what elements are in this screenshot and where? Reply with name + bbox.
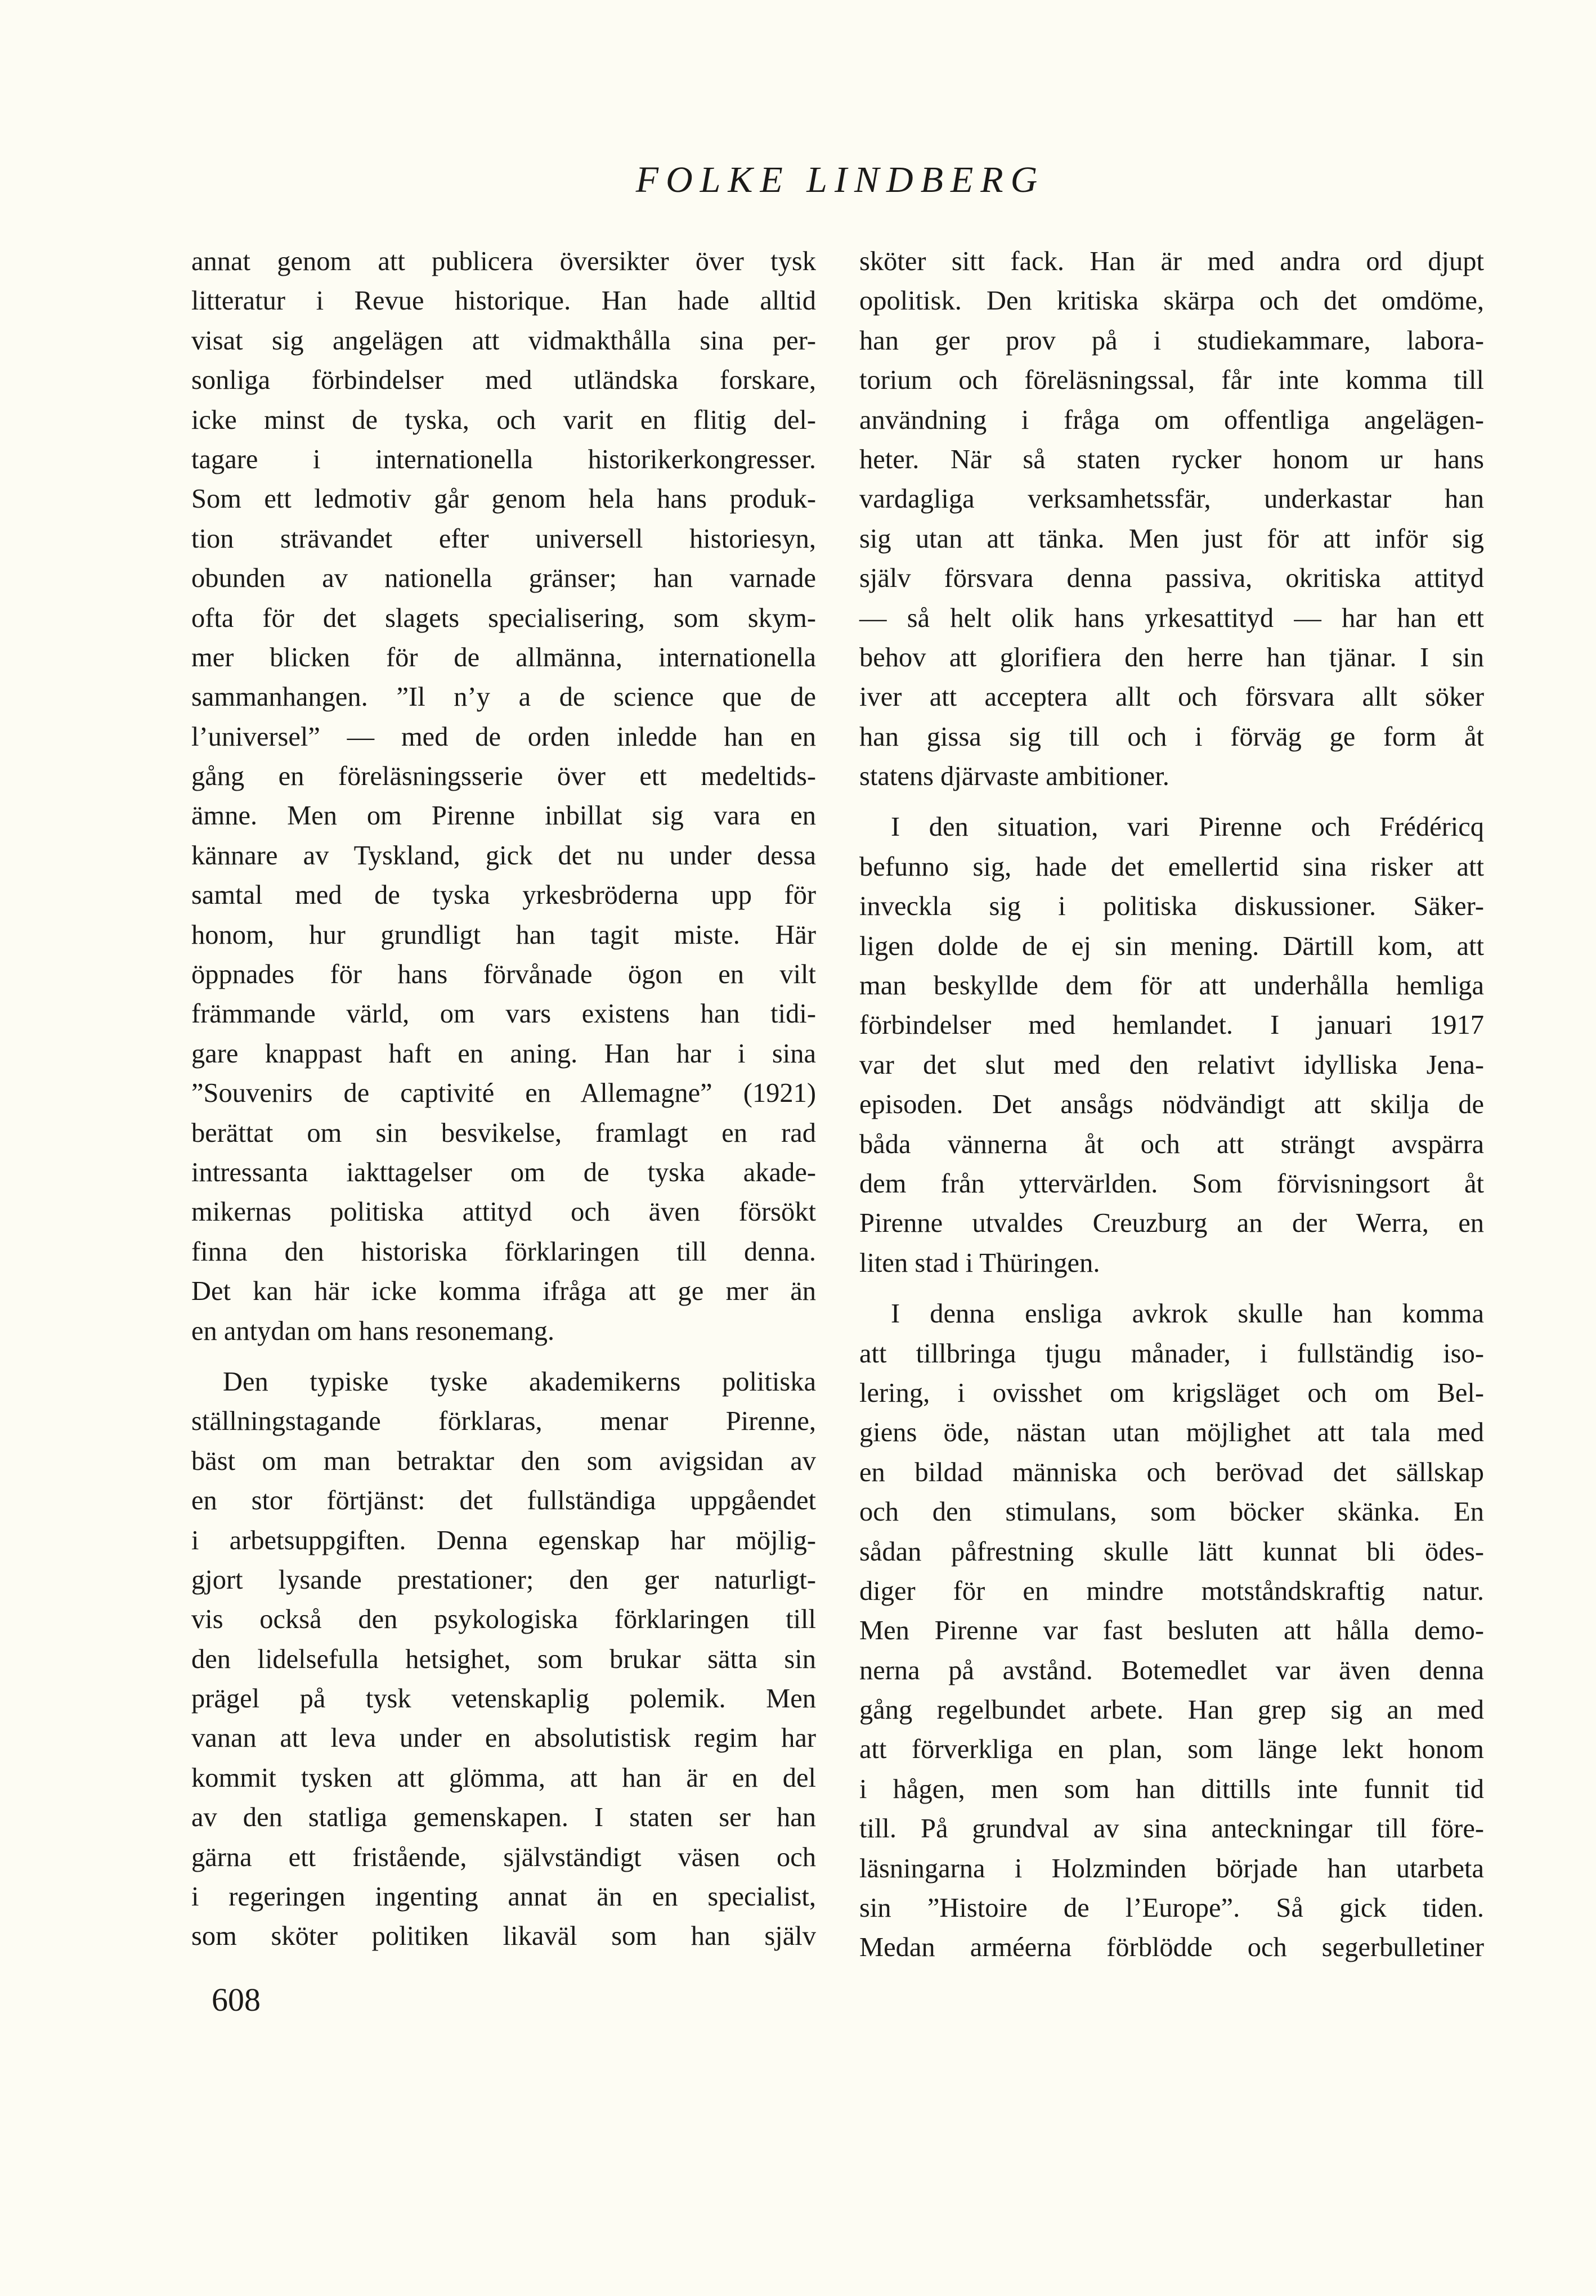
text-line: gång regelbundet arbete. Han grep sig an med	[859, 1695, 1484, 1725]
text-line: man beskyllde dem för att underhålla hemliga	[859, 971, 1484, 1001]
text-line: att förverkliga en plan, som länge lekt honom	[859, 1734, 1484, 1765]
text-line: giens öde, nästan utan möjlighet att tala med	[859, 1418, 1484, 1448]
paragraph	[859, 808, 1484, 1283]
text-line: statens djärvaste ambitioner.	[859, 761, 1169, 792]
text-line: prägel på tysk vetenskaplig polemik. Men	[191, 1684, 816, 1714]
text-line: i regeringen ingenting annat än en specialist,	[191, 1882, 816, 1912]
text-line: vardagliga verksamhetssfär, underkastar han	[859, 484, 1484, 514]
text-line: ofta för det slagets specialisering, som skym-	[191, 603, 816, 633]
text-line: inveckla sig i politiska diskussioner. Säker-	[859, 891, 1484, 922]
text-line: en bildad människa och berövad det sällskap	[859, 1457, 1484, 1487]
text-line: mikernas politiska attityd och även försökt	[191, 1197, 816, 1227]
text-line: diger för en mindre motståndskraftig natur.	[859, 1576, 1484, 1606]
text-line: av den statliga gemenskapen. I staten ser han	[191, 1802, 816, 1833]
text-line: båda vännerna åt och att strängt avspärra	[859, 1129, 1484, 1159]
text-line: i arbetsuppgiften. Denna egenskap har möjlig-	[191, 1525, 816, 1555]
text-line: berättat om sin besvikelse, framlagt en rad	[191, 1118, 816, 1148]
text-line: till. På grundval av sina anteckningar till före-	[859, 1814, 1484, 1844]
text-line: gjort lysande prestationer; den ger naturligt-	[191, 1564, 816, 1595]
text-line: intressanta iakttagelser om de tyska akade-	[191, 1157, 816, 1187]
text-line: episoden. Det ansågs nödvändigt att skilja de	[859, 1089, 1484, 1120]
text-line: I den situation, vari Pirenne och Frédéricq	[891, 812, 1484, 842]
text-column-left	[191, 242, 816, 1957]
text-line: torium och föreläsningssal, får inte komma till	[859, 365, 1484, 396]
paragraph	[191, 1362, 816, 1957]
text-line: en antydan om hans resonemang.	[191, 1316, 555, 1346]
text-line: en stor förtjänst: det fullständiga uppgåendet	[191, 1486, 816, 1516]
text-line: annat genom att publicera översikter över tysk	[191, 246, 816, 276]
text-line: läsningarna i Holzminden började han utarbeta	[859, 1853, 1484, 1884]
text-line: han ger prov på i studiekammare, labora-	[859, 325, 1484, 356]
text-line: gärna ett fristående, självständigt väsen och	[191, 1842, 816, 1872]
text-line: samtal med de tyska yrkesbröderna upp för	[191, 880, 816, 911]
text-line: gare knappast haft en aning. Han har i sina	[191, 1038, 816, 1069]
text-line: I denna ensliga avkrok skulle han komma	[891, 1299, 1484, 1329]
text-column-right	[859, 242, 1484, 1968]
text-line: vis också den psykologiska förklaringen till	[191, 1604, 816, 1635]
text-line: opolitisk. Den kritiska skärpa och det omdöme,	[859, 286, 1484, 316]
paragraph-gap	[191, 1351, 816, 1362]
text-line: han gissa sig till och i förväg ge form åt	[859, 721, 1484, 752]
text-line: i hågen, men som han dittills inte funnit tid	[859, 1774, 1484, 1804]
text-line: sig utan att tänka. Men just för att inför sig	[859, 523, 1484, 554]
text-line: främmande värld, om vars existens han tidi-	[191, 999, 816, 1029]
text-line: gång en föreläsningsserie över ett medeltids-	[191, 761, 816, 792]
text-line: liten stad i Thüringen.	[859, 1248, 1100, 1278]
text-line: tion strävandet efter universell historiesyn,	[191, 523, 816, 554]
text-line: heter. När så staten rycker honom ur hans	[859, 444, 1484, 474]
paragraph-gap	[859, 1283, 1484, 1294]
text-line: lering, i ovisshet om krigsläget och om Bel-	[859, 1378, 1484, 1408]
text-line: obunden av nationella gränser; han varnade	[191, 563, 816, 594]
text-line: Pirenne utvaldes Creuzburg an der Werra, en	[859, 1208, 1484, 1239]
text-line: ligen dolde de ej sin mening. Därtill kom, att	[859, 931, 1484, 961]
text-line: bäst om man betraktar den som avigsidan av	[191, 1446, 816, 1476]
text-line: litteratur i Revue historique. Han hade alltid	[191, 286, 816, 316]
text-line: nerna på avstånd. Botemedlet var även denna	[859, 1655, 1484, 1685]
page-number: 608	[212, 1981, 261, 2018]
text-line: Den typiske tyske akademikerns politiska	[223, 1366, 816, 1397]
text-line: öppnades för hans förvånade ögon en vilt	[191, 959, 816, 990]
text-line: ämne. Men om Pirenne inbillat sig vara en	[191, 801, 816, 831]
text-line: vanan att leva under en absolutistisk regim har	[191, 1723, 816, 1754]
paragraph-gap	[859, 796, 1484, 808]
text-line: och den stimulans, som böcker skänka. En	[859, 1497, 1484, 1527]
text-line: l’universel” — med de orden inledde han en	[191, 721, 816, 752]
text-line: Som ett ledmotiv går genom hela hans produk-	[191, 484, 816, 514]
text-line: finna den historiska förklaringen till denna.	[191, 1236, 816, 1267]
text-line: kommit tysken att glömma, att han är en del	[191, 1763, 816, 1793]
text-line: icke minst de tyska, och varit en flitig del-	[191, 405, 816, 435]
text-line: som sköter politiken likaväl som han själv	[191, 1921, 816, 1952]
text-line: användning i fråga om offentliga angelägen-	[859, 405, 1484, 435]
text-line: ”Souvenirs de captivité en Allemagne” (1921)	[191, 1078, 816, 1109]
text-line: dem från yttervärlden. Som förvisningsort åt	[859, 1168, 1484, 1199]
text-line: iver att acceptera allt och försvara allt söker	[859, 682, 1484, 712]
text-line: visat sig angelägen att vidmakthålla sina per-	[191, 325, 816, 356]
text-line: sköter sitt fack. Han är med andra ord djupt	[859, 246, 1484, 276]
text-line: att tillbringa tjugu månader, i fullständig iso-	[859, 1338, 1484, 1369]
text-line: sammanhangen. ”Il n’y a de science que de	[191, 682, 816, 712]
text-line: förbindelser med hemlandet. I januari 1917	[859, 1010, 1484, 1041]
text-line: mer blicken för de allmänna, internationella	[191, 642, 816, 672]
text-line: behov att glorifiera den herre han tjänar. I sin	[859, 642, 1484, 672]
text-line: tagare i internationella historikerkongresser.	[191, 444, 816, 474]
text-line: kännare av Tyskland, gick det nu under dessa	[191, 840, 816, 871]
text-line: Det kan här icke komma ifråga att ge mer än	[191, 1276, 816, 1307]
text-line: sonliga förbindelser med utländska forskare,	[191, 365, 816, 396]
text-line: sin ”Histoire de l’Europe”. Så gick tiden.	[859, 1893, 1484, 1923]
running-head-author: FOLKE LINDBERG	[635, 159, 1045, 200]
text-line: den lidelsefulla hetsighet, som brukar sätta sin	[191, 1644, 816, 1674]
text-line: befunno sig, hade det emellertid sina risker att	[859, 851, 1484, 882]
text-line: — så helt olik hans yrkesattityd — har han ett	[859, 603, 1484, 633]
paragraph	[859, 242, 1484, 796]
text-line: ställningstagande förklaras, menar Pirenne,	[191, 1406, 816, 1437]
text-line: var det slut med den relativt idylliska Jena-	[859, 1050, 1484, 1080]
paragraph	[191, 242, 816, 1351]
text-line: sådan påfrestning skulle lätt kunnat bli ödes-	[859, 1536, 1484, 1567]
text-line: Men Pirenne var fast besluten att hålla demo-	[859, 1616, 1484, 1646]
text-line: själv försvara denna passiva, okritiska attityd	[859, 563, 1484, 594]
paragraph	[859, 1294, 1484, 1968]
text-line: honom, hur grundligt han tagit miste. Här	[191, 920, 816, 950]
text-line: Medan arméerna förblödde och segerbulletiner	[859, 1932, 1484, 1963]
